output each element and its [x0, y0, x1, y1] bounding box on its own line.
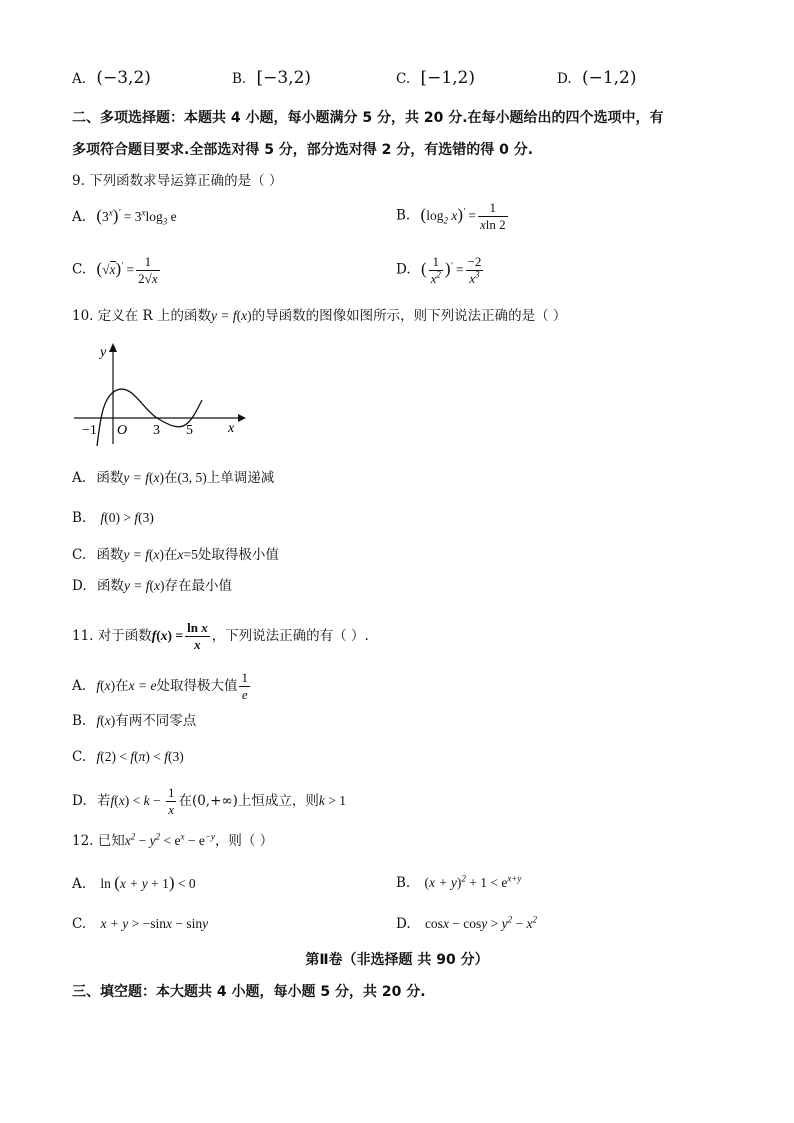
q10-a-text3: 上单调递减 — [206, 470, 275, 486]
option-label: C. — [72, 916, 87, 932]
q11-option-a — [72, 668, 252, 704]
section2-heading-line1: 二、多项选择题：本题共 4 小题，每小题满分 5 分，共 20 分.在每小题给出的四个选项中，有 — [72, 110, 664, 126]
q9-d-formula: ( $\frac{1}{x^2}$ )′ = $\frac{-2}{x^3}$ — [420, 254, 482, 286]
graph-origin-label: O — [117, 423, 128, 438]
q8-option-a — [72, 68, 151, 89]
q10-a-interval: (3, 5) — [177, 470, 207, 485]
q11-d-text1: 若 — [96, 793, 111, 809]
q12-stem-pre: 12. 已知 — [72, 833, 125, 849]
option-label: C. — [72, 547, 87, 563]
q10-function: y = f(x) — [211, 308, 252, 323]
q12-option-d — [396, 914, 537, 934]
q11-b-function: f(x) — [96, 713, 116, 728]
q8-option-d — [557, 68, 636, 89]
option-value: [−3,2) — [256, 68, 312, 88]
q11-c-formula: f(2) < f(π) < f(3) — [96, 749, 184, 764]
q10-c-text3: 处取得极小值 — [197, 547, 279, 563]
option-label: A. — [72, 678, 87, 694]
q12-option-b — [396, 873, 521, 893]
option-label: A. — [72, 876, 87, 892]
q11-d-inequality: f(x) < k − $\frac{1}{x}$ — [110, 785, 175, 818]
option-label: C. — [72, 749, 87, 765]
option-label: B. — [72, 713, 87, 729]
option-label: B. — [232, 71, 247, 87]
graph-tick-neg1: −1 — [82, 423, 97, 438]
q8-option-b — [232, 68, 311, 89]
option-label: D. — [72, 793, 87, 809]
q10-option-d — [72, 576, 232, 596]
q9-option-a — [72, 206, 177, 227]
q10-stem-post: 的导函数的图像如图所示，则下列说法正确的是（ ） — [251, 308, 567, 324]
q11-d-text3: 上恒成立，则 — [237, 793, 319, 809]
x-axis-arrow — [238, 414, 246, 422]
q12-condition: $x^2 - y^2 < e^x - e^{-y}$ — [124, 831, 215, 848]
q8-option-c — [396, 68, 475, 89]
q12-option-c — [72, 914, 208, 934]
q12-option-a — [72, 873, 196, 894]
q11-d-text2: 在 — [178, 793, 192, 809]
option-value: (−1,2) — [581, 68, 637, 88]
q11-a-point: x = e — [128, 678, 157, 693]
q11-function: f(x) = $\frac{\text{ln x}}{x}$ — [151, 620, 208, 653]
option-label: B. — [396, 875, 411, 891]
q10-stem-pre: 10. 定义在 R 上的函数 — [72, 308, 212, 324]
option-label: D. — [557, 71, 572, 87]
part2-title: 第Ⅱ卷（非选择题 共 90 分） — [305, 952, 489, 968]
q9-c-formula: (√x)′ = $\frac{1}{2√x}$ — [96, 254, 158, 286]
y-axis-arrow — [109, 343, 117, 352]
option-label: B. — [72, 510, 87, 526]
graph-tick-3: 3 — [153, 423, 160, 438]
q12-b-formula: $(x + y)^2 + 1 < e^{x+y}$ — [424, 873, 522, 890]
q10-d-function: y = f(x) — [123, 578, 165, 593]
q10-stem — [72, 306, 566, 326]
option-label: A. — [72, 209, 87, 225]
q9-option-b — [396, 200, 510, 233]
graph-tick-5: 5 — [186, 423, 193, 438]
q11-a-text1: 在 — [115, 678, 129, 694]
q12-c-formula: x + y > −sinx − siny — [100, 916, 209, 931]
q11-a-function: f(x) — [96, 678, 116, 693]
q9-stem: 9. 下列函数求导运算正确的是（ ） — [72, 173, 283, 189]
q10-d-text2: 存在最小值 — [164, 578, 233, 594]
option-label: C. — [72, 261, 87, 278]
q10-c-text2: 在 — [164, 547, 178, 563]
q11-a-text2: 处取得极大值 — [156, 678, 238, 694]
option-label: A. — [72, 71, 87, 87]
q11-d-conclusion: k > 1 — [318, 793, 347, 808]
q10-option-b — [72, 508, 154, 528]
section3-heading: 三、填空题：本大题共 4 小题，每小题 5 分，共 20 分. — [72, 984, 426, 1000]
q11-b-text: 有两不同零点 — [115, 713, 197, 729]
q10-derivative-graph — [70, 338, 250, 448]
q12-stem-post: ，则（ ） — [214, 833, 274, 849]
option-label: B. — [396, 207, 411, 224]
q9-b-formula: ($\log_2$ x)′ = $\frac{1}{xln 2}$ — [420, 200, 506, 232]
option-label: A. — [72, 470, 87, 486]
q11-d-interval: (0,+∞) — [191, 793, 238, 809]
q10-option-a — [72, 468, 274, 488]
q12-d-formula: $\cos x - \cos y > y^2 - x^2$ — [424, 914, 538, 931]
q10-c-function: y = f(x) — [123, 547, 165, 562]
q10-option-c — [72, 545, 279, 565]
q12-stem — [72, 831, 273, 851]
option-value: [−1,2) — [420, 68, 475, 88]
q9-option-d — [396, 254, 485, 287]
q10-a-function: y = f(x) — [123, 470, 164, 485]
option-label: D. — [396, 261, 411, 278]
q11-option-d — [72, 783, 346, 819]
q11-stem-pre: 11. 对于函数 — [72, 628, 152, 644]
q11-stem — [72, 618, 369, 654]
q10-a-text1: 函数 — [96, 470, 124, 486]
q11-option-c — [72, 747, 184, 767]
q10-a-text2: 在 — [163, 470, 178, 486]
q10-b-formula: f(0) > f(3) — [100, 510, 154, 525]
q11-stem-post: ，下列说法正确的有（ ）. — [211, 628, 369, 644]
option-value: (−3,2) — [96, 68, 151, 88]
graph-y-label: y — [100, 345, 107, 360]
q11-option-b — [72, 711, 196, 731]
q11-a-value: $\frac{1}{e}$ — [241, 670, 248, 702]
option-label: C. — [396, 71, 411, 87]
q9-a-formula: $(3^x)' = 3^x\log_3$ e — [96, 206, 177, 227]
option-label: D. — [396, 916, 411, 932]
q12-a-formula: ln (x + y + 1) < 0 — [100, 873, 196, 892]
q9-option-c — [72, 254, 162, 287]
q10-d-text1: 函数 — [96, 578, 124, 594]
graph-x-label: x — [228, 421, 235, 436]
q10-c-text1: 函数 — [96, 547, 124, 563]
q10-c-point: x=5 — [177, 547, 198, 562]
option-label: D. — [72, 578, 87, 594]
section2-heading-line2: 多项符合题目要求.全部选对得 5 分，部分选对得 2 分，有选错的得 0 分. — [72, 142, 534, 158]
